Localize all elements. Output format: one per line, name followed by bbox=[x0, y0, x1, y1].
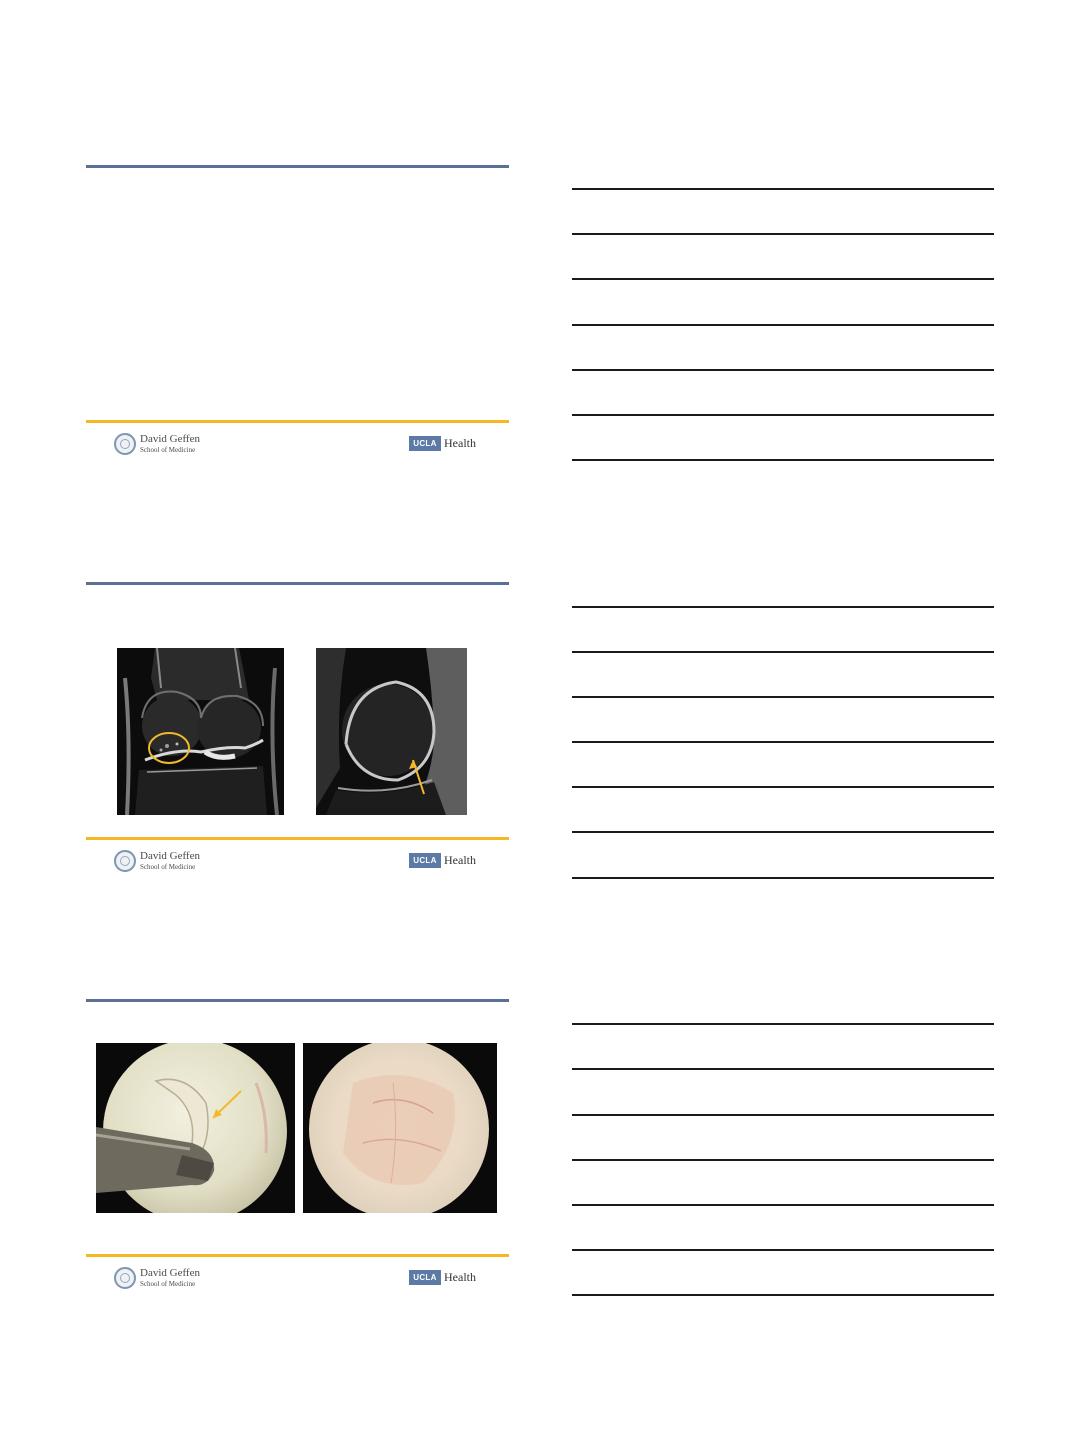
note-line bbox=[572, 324, 994, 326]
note-line bbox=[572, 696, 994, 698]
note-line bbox=[572, 651, 994, 653]
arthroscopy-cartilage-image bbox=[303, 1043, 497, 1213]
note-line bbox=[572, 233, 994, 235]
slide-footer bbox=[86, 423, 509, 463]
slide-2 bbox=[86, 582, 509, 882]
slide-title-rule bbox=[86, 999, 509, 1002]
school-name bbox=[140, 434, 200, 454]
note-line bbox=[572, 1068, 994, 1070]
note-line bbox=[572, 1023, 994, 1025]
school-seal-icon bbox=[114, 433, 136, 455]
slide-title-rule bbox=[86, 582, 509, 585]
school-name-line2: School of Medicine bbox=[140, 1280, 196, 1288]
note-line bbox=[572, 188, 994, 190]
ucla-health-label: Health bbox=[444, 1270, 476, 1284]
mri-coronal-image bbox=[117, 648, 284, 815]
school-name-line1: David Geffen bbox=[140, 1267, 200, 1279]
school-name-line1: David Geffen bbox=[140, 850, 200, 862]
school-name-line2: School of Medicine bbox=[140, 863, 196, 871]
note-line bbox=[572, 1204, 994, 1206]
slide-title-rule bbox=[86, 165, 509, 168]
school-seal-icon bbox=[114, 1267, 136, 1289]
ucla-badge: UCLA bbox=[409, 1270, 441, 1285]
slide-3 bbox=[86, 999, 509, 1299]
school-name-line1: David Geffen bbox=[140, 433, 200, 445]
school-name-line2: School of Medicine bbox=[140, 446, 196, 454]
note-line bbox=[572, 1294, 994, 1296]
note-line bbox=[572, 1114, 994, 1116]
slide-1 bbox=[86, 165, 509, 465]
note-line bbox=[572, 1159, 994, 1161]
note-line bbox=[572, 278, 994, 280]
ucla-badge: UCLA bbox=[409, 436, 441, 451]
mri-sagittal-image bbox=[316, 648, 467, 815]
school-name bbox=[140, 1268, 200, 1288]
note-line bbox=[572, 459, 994, 461]
note-line bbox=[572, 877, 994, 879]
note-line bbox=[572, 369, 994, 371]
ucla-badge: UCLA bbox=[409, 853, 441, 868]
ucla-health-label: Health bbox=[444, 436, 476, 450]
note-line bbox=[572, 1249, 994, 1251]
note-line bbox=[572, 606, 994, 608]
note-line bbox=[572, 414, 994, 416]
note-line bbox=[572, 741, 994, 743]
ucla-health-label: Health bbox=[444, 853, 476, 867]
arthroscopy-probe-image bbox=[96, 1043, 295, 1213]
school-name bbox=[140, 851, 200, 871]
school-seal-icon bbox=[114, 850, 136, 872]
note-line bbox=[572, 786, 994, 788]
slide-footer bbox=[86, 1257, 509, 1297]
slide-footer bbox=[86, 840, 509, 880]
note-line bbox=[572, 831, 994, 833]
